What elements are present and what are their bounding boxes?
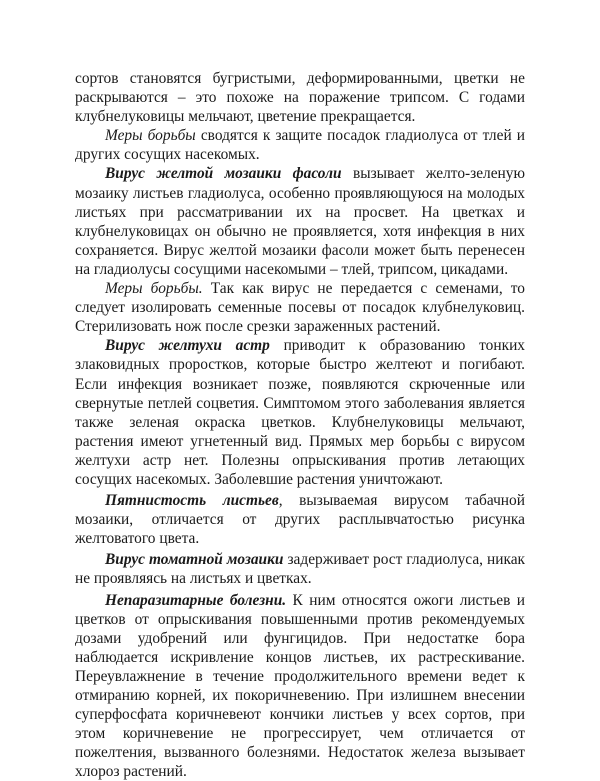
paragraph — [75, 279, 525, 336]
paragraph-text: сортов становятся бугристыми, деформированными, цветки не раскрываются – это похоже на поражение трипсом. С годами клубнелуковицы мельчают, цветение прекращается. — [75, 70, 525, 126]
paragraph-text: сводятся к защите посадок гладиолуса от тлей и других сосущих насекомых. — [75, 127, 525, 164]
paragraph — [75, 550, 525, 588]
paragraph-emphasis: Меры борьбы — [105, 127, 196, 145]
paragraph-emphasis: Меры борьбы. — [105, 280, 203, 298]
paragraph-heading: Пятнистость листьев — [105, 492, 279, 510]
paragraph-text: приводит к образованию тонких злаковидных проростков, которые быстро желтеют и погибают. Если инфекция возникает позже, появляются скрюченные или свернутые петлей соцветия. Симптомом этого заболевания является также зеленая окраска цветков. Клубнелуковицы мельчают, растения имеют угнетенный вид. Прямых мер борьбы с вирусом желтухи астр нет. Полезны опрыскивания против летающих сосущих насекомых. Заболевшие растения уничтожают. — [75, 337, 525, 488]
paragraph-heading: Вирус желтой мозаики фасоли — [105, 165, 342, 183]
paragraph — [75, 126, 525, 164]
paragraph — [75, 69, 525, 126]
paragraph — [75, 164, 525, 279]
paragraph-text: вызывает желто-зеленую мозаику листьев гладиолуса, особенно проявляющуюся на молодых листьях при рассматривании их на просвет. На цветках и клубнелуковицах он обычно не проявляется, хотя инфекция в них сохраняется. Вирус желтой мозаики фасоли может быть перенесен на гладиолусы сосущими насекомыми – тлей, трипсом, цикадами. — [75, 165, 525, 278]
paragraph — [75, 591, 525, 781]
paragraph — [75, 336, 525, 489]
paragraph-text: задерживает рост гладиолуса, никак не проявляясь на листьях и цветках. — [75, 551, 526, 588]
paragraph-text: , вызываемая вирусом табачной мозаики, отличается от других расплывчатостью рисунка желтоватого цвета. — [75, 492, 525, 548]
paragraph-heading: Вирус томатной мозаики — [105, 551, 284, 569]
paragraph-heading: Вирус желтухи астр — [105, 337, 270, 355]
paragraph — [75, 491, 525, 548]
paragraph-text: К ним относятся ожоги листьев и цветков от опрыскивания повышенными против рекомендуемых дозами удобрений или фунгицидов. При недостатке бора наблюдается искривление концов листьев, их растрескивание. Переувлажнение в течение продолжительного времени ведет к отмиранию корней, их покоричневению. При излишнем внесении суперфосфата коричневеют кончики листьев у всех сортов, при этом коричневение не прогрессирует, чем отличается от пожелтения, вызванного болезнями. Недостаток железа вызывает хлороз растений. — [75, 591, 525, 781]
paragraph-heading: Непаразитарные болезни. — [105, 591, 287, 609]
document-page — [75, 69, 525, 781]
paragraph-text: Так как вирус не передается с семенами, то следует изолировать семенные посевы от посадок клубнелуковиц. Стерилизовать нож после срезки зараженных растений. — [75, 280, 525, 336]
